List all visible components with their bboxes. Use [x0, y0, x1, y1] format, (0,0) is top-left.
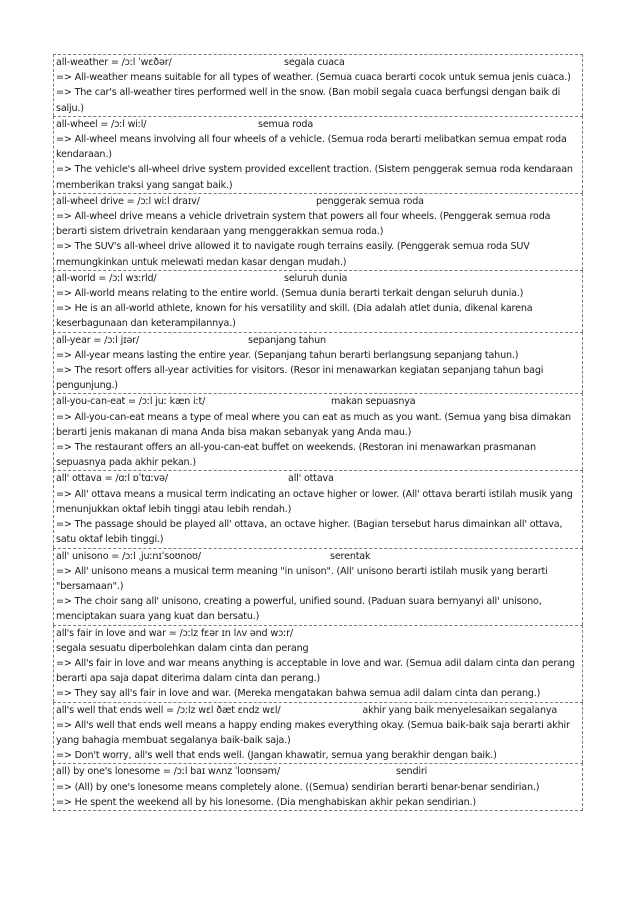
glossary-entry: [53, 193, 583, 270]
glossary-entry: [53, 332, 583, 394]
definition: => All-world means relating to the entire world. (Semua dunia berarti terkait dengan seluruh dunia.): [56, 288, 524, 300]
meaning: serentak: [330, 550, 371, 562]
example: => He spent the weekend all by his lonesome. (Dia menghabiskan akhir pekan sendirian.): [56, 796, 476, 808]
meaning: all' ottava: [288, 473, 334, 485]
glossary-entry: [53, 54, 583, 116]
definition: => All-you-can-eat means a type of meal where you can eat as much as you want. (Semua yang bisa dimakan berarti jenis makanan di mana Anda bisa makan sebanyak yang Anda mau.): [56, 411, 571, 438]
meaning: akhir yang baik menyelesaikan segalanya: [362, 704, 558, 716]
example: => The vehicle's all-wheel drive system provided excellent traction. (Sistem penggerak semua roda kendaraan memberikan traksi yang sangat baik.): [56, 164, 573, 191]
meaning: semua roda: [258, 118, 314, 130]
entry-heading: [56, 394, 581, 409]
headword: all-wheel = /ɔːl wiːl/: [56, 118, 147, 130]
example: => The choir sang all' unisono, creating a powerful, unified sound. (Paduan suara bernyanyi all' unisono, menciptakan suara yang kuat dan bersatu.): [56, 596, 542, 623]
entry-heading: [56, 626, 581, 656]
entry-heading: [56, 549, 581, 564]
entry-heading: [56, 333, 581, 348]
meaning: sepanjang tahun: [248, 334, 326, 346]
example: => The SUV's all-wheel drive allowed it to navigate rough terrains easily. (Penggerak semua roda SUV memungkinkan untuk melewati medan kasar dengan mudah.): [56, 241, 530, 268]
meaning: segala cuaca: [284, 57, 345, 68]
meaning: penggerak semua roda: [316, 195, 424, 207]
example: => The passage should be played all' ottava, an octave higher. (Bagian tersebut harus dimainkan all' ottava, satu oktaf lebih tinggi.): [56, 519, 563, 546]
example: => The car's all-weather tires performed well in the snow. (Ban mobil segala cuaca berfungsi dengan baik di salju.): [56, 87, 561, 114]
example: => The resort offers all-year activities for visitors. (Resor ini menawarkan kegiatan sepanjang tahun bagi pengunjung.): [56, 365, 544, 392]
glossary-entry: [53, 470, 583, 547]
definition: => All' unisono means a musical term meaning "in unison". (All' unisono berarti istilah musik yang berarti "bersamaan".): [56, 565, 548, 592]
definition: => All-wheel means involving all four wheels of a vehicle. (Semua roda berarti melibatkan semua empat roda kendaraan.): [56, 134, 567, 161]
headword: all's well that ends well = /ɔːlz wɛl ðæt ɛndz wɛl/: [56, 704, 281, 716]
meaning: segala sesuatu diperbolehkan dalam cinta dan perang: [56, 642, 309, 654]
entry-heading: [56, 55, 581, 70]
entry-heading: [56, 194, 581, 209]
entry-heading: [56, 271, 581, 286]
definition: => All-wheel drive means a vehicle drivetrain system that powers all four wheels. (Penggerak semua roda berarti sistem drivetrain kendaraan yang menggerakkan semua roda.): [56, 211, 551, 238]
definition: => All's fair in love and war means anything is acceptable in love and war. (Semua adil dalam cinta dan perang berarti apa saja dapat diterima dalam cinta dan perang.): [56, 657, 575, 685]
headword: all-wheel drive = /ɔːl wiːl draɪv/: [56, 195, 200, 207]
meaning: makan sepuasnya: [331, 396, 416, 408]
entry-heading: [56, 764, 581, 779]
meaning: sendiri: [396, 766, 428, 778]
headword: all) by one's lonesome = /ɔːl baɪ wʌnz ˈloʊnsəm/: [56, 766, 280, 778]
glossary-entry: [53, 548, 583, 625]
entry-heading: [56, 471, 581, 486]
headword: all' unisono = /ɔːl ˌjuːnɪˈsoʊnoʊ/: [56, 550, 201, 562]
headword: all-weather = /ɔːl ˈwɛðər/: [56, 57, 172, 68]
example: => He is an all-world athlete, known for his versatility and skill. (Dia adalah atlet dunia, dikenal karena keserbagunaan dan keterampilannya.): [56, 303, 533, 330]
definition: => All-year means lasting the entire year. (Sepanjang tahun berarti berlangsung sepanjang tahun.): [56, 349, 519, 361]
example: => The restaurant offers an all-you-can-eat buffet on weekends. (Restoran ini menawarkan prasmanan sepuasnya pada akhir pekan.): [56, 442, 536, 469]
glossary-list: [53, 54, 583, 811]
example: => Don't worry, all's well that ends well. (Jangan khawatir, semua yang berakhir dengan baik.): [56, 750, 497, 762]
glossary-entry: [53, 702, 583, 764]
definition: => All's well that ends well means a happy ending makes everything okay. (Semua baik-baik saja berarti akhir yang bahagia membuat segalanya baik-baik saja.): [56, 719, 570, 746]
definition: => All' ottava means a musical term indicating an octave higher or lower. (All' ottava berarti istilah musik yang menunjukkan oktaf lebih tinggi atau lebih rendah.): [56, 488, 573, 515]
glossary-entry: [53, 625, 583, 702]
headword: all's fair in love and war = /ɔːlz fɛər ɪn lʌv ənd wɔːr/: [56, 627, 293, 639]
headword: all-year = /ɔːl jɪər/: [56, 334, 140, 346]
example: => They say all's fair in love and war. (Mereka mengatakan bahwa semua adil dalam cinta dan perang.): [56, 688, 541, 700]
definition: => (All) by one's lonesome means completely alone. ((Semua) sendirian berarti benar-benar sendirian.): [56, 781, 540, 793]
glossary-entry: [53, 116, 583, 193]
headword: all' ottava = /ɑːl ɒˈtɑːvə/: [56, 473, 168, 485]
definition: => All-weather means suitable for all types of weather. (Semua cuaca berarti cocok untuk semua jenis cuaca.): [56, 72, 571, 84]
meaning: seluruh dunia: [284, 272, 348, 284]
glossary-entry: [53, 393, 583, 470]
headword: all-you-can-eat = /ɔːl juː kæn iːt/: [56, 396, 206, 408]
entry-heading: [56, 703, 581, 718]
entry-heading: [56, 117, 581, 132]
glossary-entry: [53, 270, 583, 332]
glossary-entry: [53, 763, 583, 811]
headword: all-world = /ɔːl wɜːrld/: [56, 272, 157, 284]
